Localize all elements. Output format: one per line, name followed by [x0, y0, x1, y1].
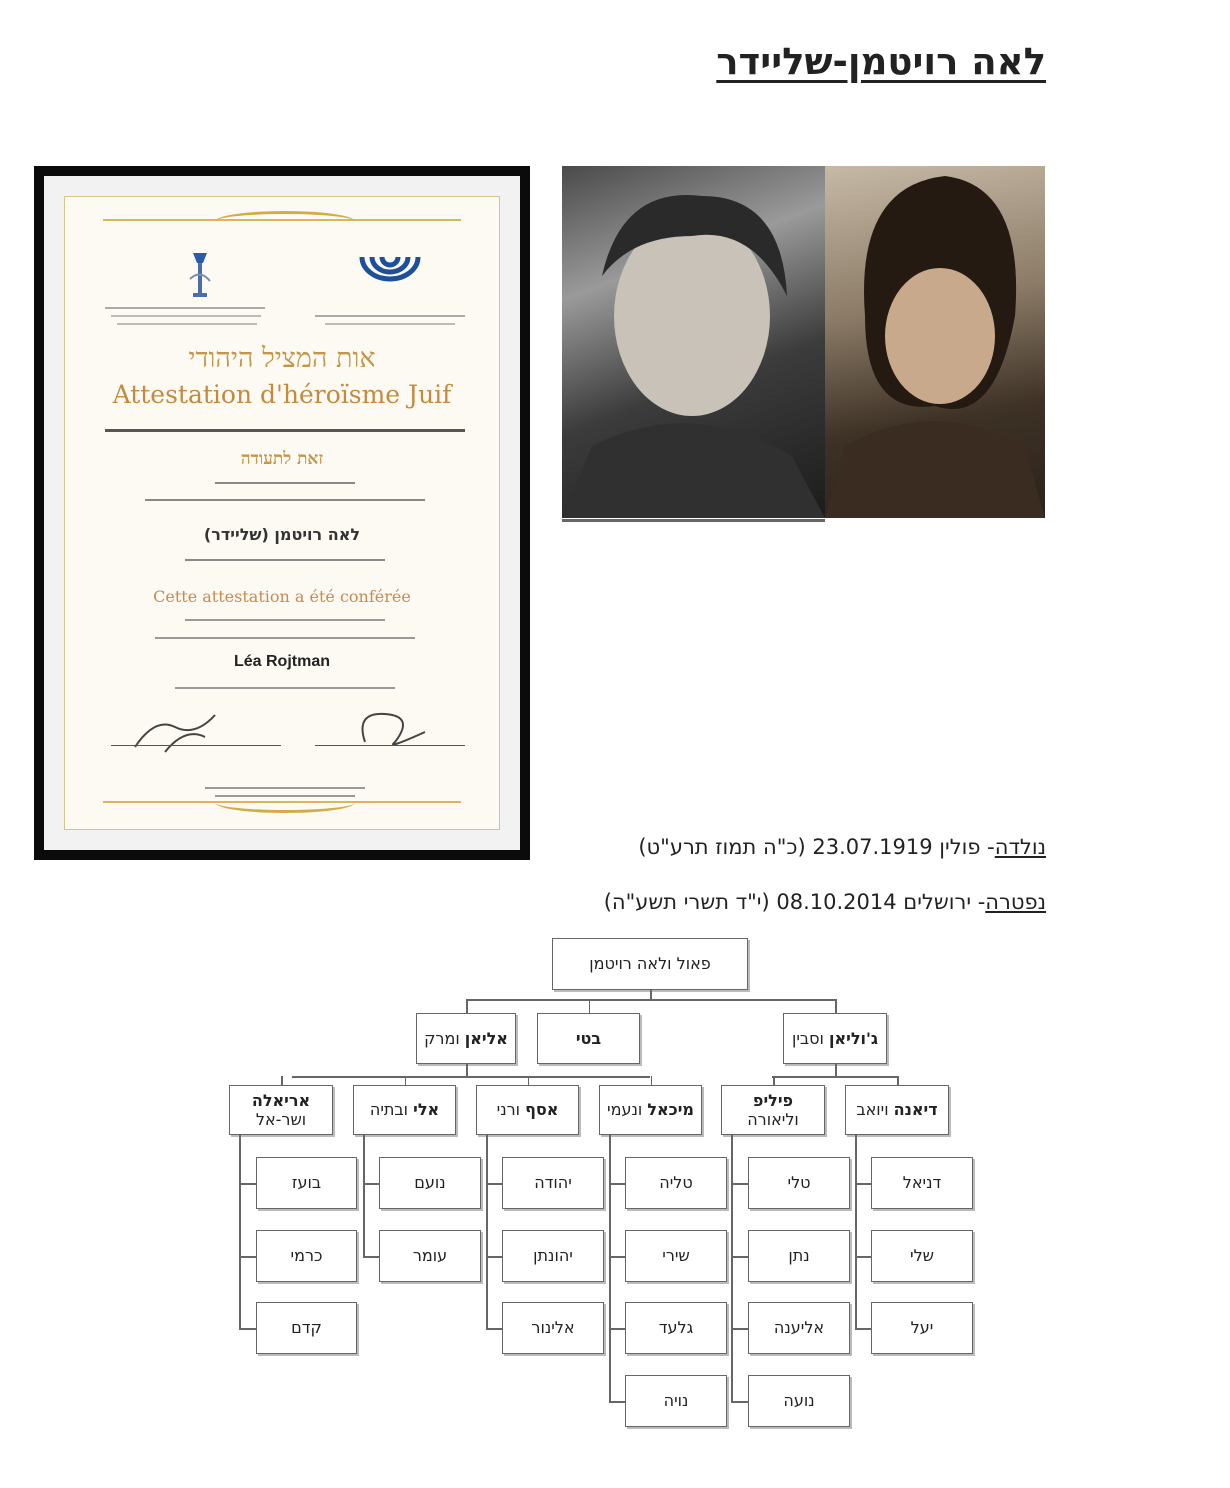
- tree-node-bold-name: בטי: [575, 1028, 602, 1048]
- tree-connector: [589, 999, 591, 1013]
- tree-node-bold-name: אסף: [525, 1100, 559, 1120]
- tree-connector: [609, 1401, 625, 1403]
- tree-connector: [731, 1401, 748, 1403]
- tree-greatgrandchild: נועם: [379, 1157, 481, 1209]
- tree-connector: [363, 1256, 379, 1258]
- tree-node-bold-name: אריאלה: [251, 1090, 311, 1110]
- tree-connector: [897, 1076, 899, 1085]
- tree-connector: [486, 1183, 502, 1185]
- ornament-top: [215, 211, 355, 232]
- tree-connector: [772, 1076, 897, 1078]
- portrait-photo-older: [562, 166, 825, 518]
- died-line: [604, 890, 1046, 914]
- tree-connector: [292, 1076, 650, 1078]
- tree-greatgrandchild: שירי: [625, 1230, 727, 1282]
- tree-child-0: [416, 1013, 516, 1064]
- tree-connector: [239, 1183, 256, 1185]
- tree-connector: [239, 1256, 256, 1258]
- certificate-zot-le-teuda: זאת לתעודה: [240, 449, 324, 469]
- ornament-bottom: [215, 792, 355, 813]
- tree-grandchild-1: [353, 1085, 456, 1135]
- tree-node-rest: ובתיה: [369, 1100, 414, 1120]
- tree-connector: [363, 1183, 379, 1185]
- tree-node-rest: ונעמי: [607, 1100, 648, 1120]
- tree-node-rest: וליאורה: [747, 1110, 799, 1129]
- tree-connector: [363, 1135, 365, 1256]
- torch-emblem: [185, 249, 215, 307]
- tree-grandchild-3: [599, 1085, 702, 1135]
- tree-greatgrandchild: טלי: [748, 1157, 850, 1209]
- tree-node-bold-name: דיאנה: [893, 1100, 938, 1120]
- tree-connector: [609, 1135, 611, 1401]
- tree-connector: [486, 1135, 488, 1328]
- tree-grandchild-2: [476, 1085, 579, 1135]
- tree-connector: [466, 1064, 468, 1076]
- tree-greatgrandchild: נועה: [748, 1375, 850, 1427]
- tree-connector: [609, 1256, 625, 1258]
- portrait-photo-younger: [825, 166, 1045, 518]
- tree-grandchild-4: [721, 1085, 825, 1135]
- certificate-french-title: Attestation d'héroïsme Juif: [112, 380, 452, 409]
- tree-connector: [405, 1076, 407, 1085]
- tree-greatgrandchild: יהונתן: [502, 1230, 604, 1282]
- tree-connector: [651, 1076, 653, 1085]
- tree-greatgrandchild: אליענה: [748, 1302, 850, 1354]
- tree-connector: [731, 1328, 748, 1330]
- tree-greatgrandchild: נתן: [748, 1230, 850, 1282]
- tree-connector: [731, 1256, 748, 1258]
- tree-connector: [835, 999, 837, 1013]
- tree-connector: [486, 1328, 502, 1330]
- tree-connector: [528, 1076, 530, 1085]
- tree-node-rest: ומרק: [424, 1028, 465, 1048]
- tree-node-bold-name: אליאן: [464, 1028, 508, 1048]
- photo-underline: [562, 519, 825, 522]
- tree-connector: [466, 999, 835, 1001]
- tree-greatgrandchild: גלעד: [625, 1302, 727, 1354]
- tree-child-2: [783, 1013, 887, 1064]
- born-text: - פולין 23.07.1919 (כ"ה תמוז תרע"ט): [638, 835, 995, 859]
- tree-connector: [855, 1135, 857, 1328]
- certificate-frame: [34, 166, 530, 860]
- tree-greatgrandchild: עומר: [379, 1230, 481, 1282]
- certificate-hebrew-title: אות המציל היהודי: [188, 343, 376, 374]
- signature-left: [125, 707, 245, 757]
- tree-connector: [281, 1076, 283, 1085]
- tree-greatgrandchild: קדם: [256, 1302, 357, 1354]
- tree-connector: [835, 1064, 837, 1076]
- tree-node-rest: ויואב: [856, 1100, 894, 1120]
- died-label: נפטרה: [985, 890, 1046, 914]
- tree-root: פאול ולאה רויטמן: [552, 938, 748, 990]
- tree-connector: [609, 1328, 625, 1330]
- tree-greatgrandchild: נויה: [625, 1375, 727, 1427]
- tree-node-rest: ורני: [496, 1100, 526, 1120]
- page-title: לאה רויטמן-שליידר: [716, 40, 1046, 83]
- born-line: [638, 835, 1046, 859]
- yad-vashem-logo: [358, 253, 422, 283]
- tree-grandchild-5: [845, 1085, 949, 1135]
- tree-connector: [731, 1135, 733, 1401]
- tree-node-rest: וסבין: [791, 1028, 829, 1048]
- tree-connector: [486, 1256, 502, 1258]
- tree-connector: [773, 1076, 775, 1085]
- died-text: - ירושלים 08.10.2014 (י"ד תשרי תשע"ה): [603, 890, 986, 914]
- tree-greatgrandchild: דניאל: [871, 1157, 973, 1209]
- tree-node-bold-name: מיכאל: [647, 1100, 694, 1120]
- tree-greatgrandchild: אלינור: [502, 1302, 604, 1354]
- certificate-name-hebrew: לאה רויטמן (שליידר): [203, 525, 361, 544]
- tree-node-bold-name: ג'וליאן: [828, 1028, 879, 1048]
- tree-connector: [239, 1328, 256, 1330]
- certificate-paper: [64, 196, 500, 830]
- tree-connector: [855, 1183, 871, 1185]
- tree-node-bold-name: אלי: [413, 1100, 440, 1120]
- born-label: נולדה: [994, 835, 1046, 859]
- tree-grandchild-0: [229, 1085, 333, 1135]
- certificate-conferee: Cette attestation a été conférée: [153, 587, 411, 606]
- tree-greatgrandchild: בועז: [256, 1157, 357, 1209]
- tree-greatgrandchild: כרמי: [256, 1230, 357, 1282]
- tree-connector: [855, 1256, 871, 1258]
- tree-greatgrandchild: יהודה: [502, 1157, 604, 1209]
- tree-greatgrandchild: יעל: [871, 1302, 973, 1354]
- certificate-name-french: Léa Rojtman: [233, 653, 330, 670]
- tree-greatgrandchild: שלי: [871, 1230, 973, 1282]
- tree-greatgrandchild: טליה: [625, 1157, 727, 1209]
- tree-connector: [609, 1183, 625, 1185]
- tree-connector: [239, 1135, 241, 1328]
- tree-connector: [466, 999, 468, 1013]
- tree-connector: [731, 1183, 748, 1185]
- tree-node-rest: ושר-אל: [255, 1110, 307, 1129]
- tree-child-1: [537, 1013, 640, 1064]
- tree-connector: [855, 1328, 871, 1330]
- tree-node-bold-name: פיליפ: [752, 1090, 794, 1110]
